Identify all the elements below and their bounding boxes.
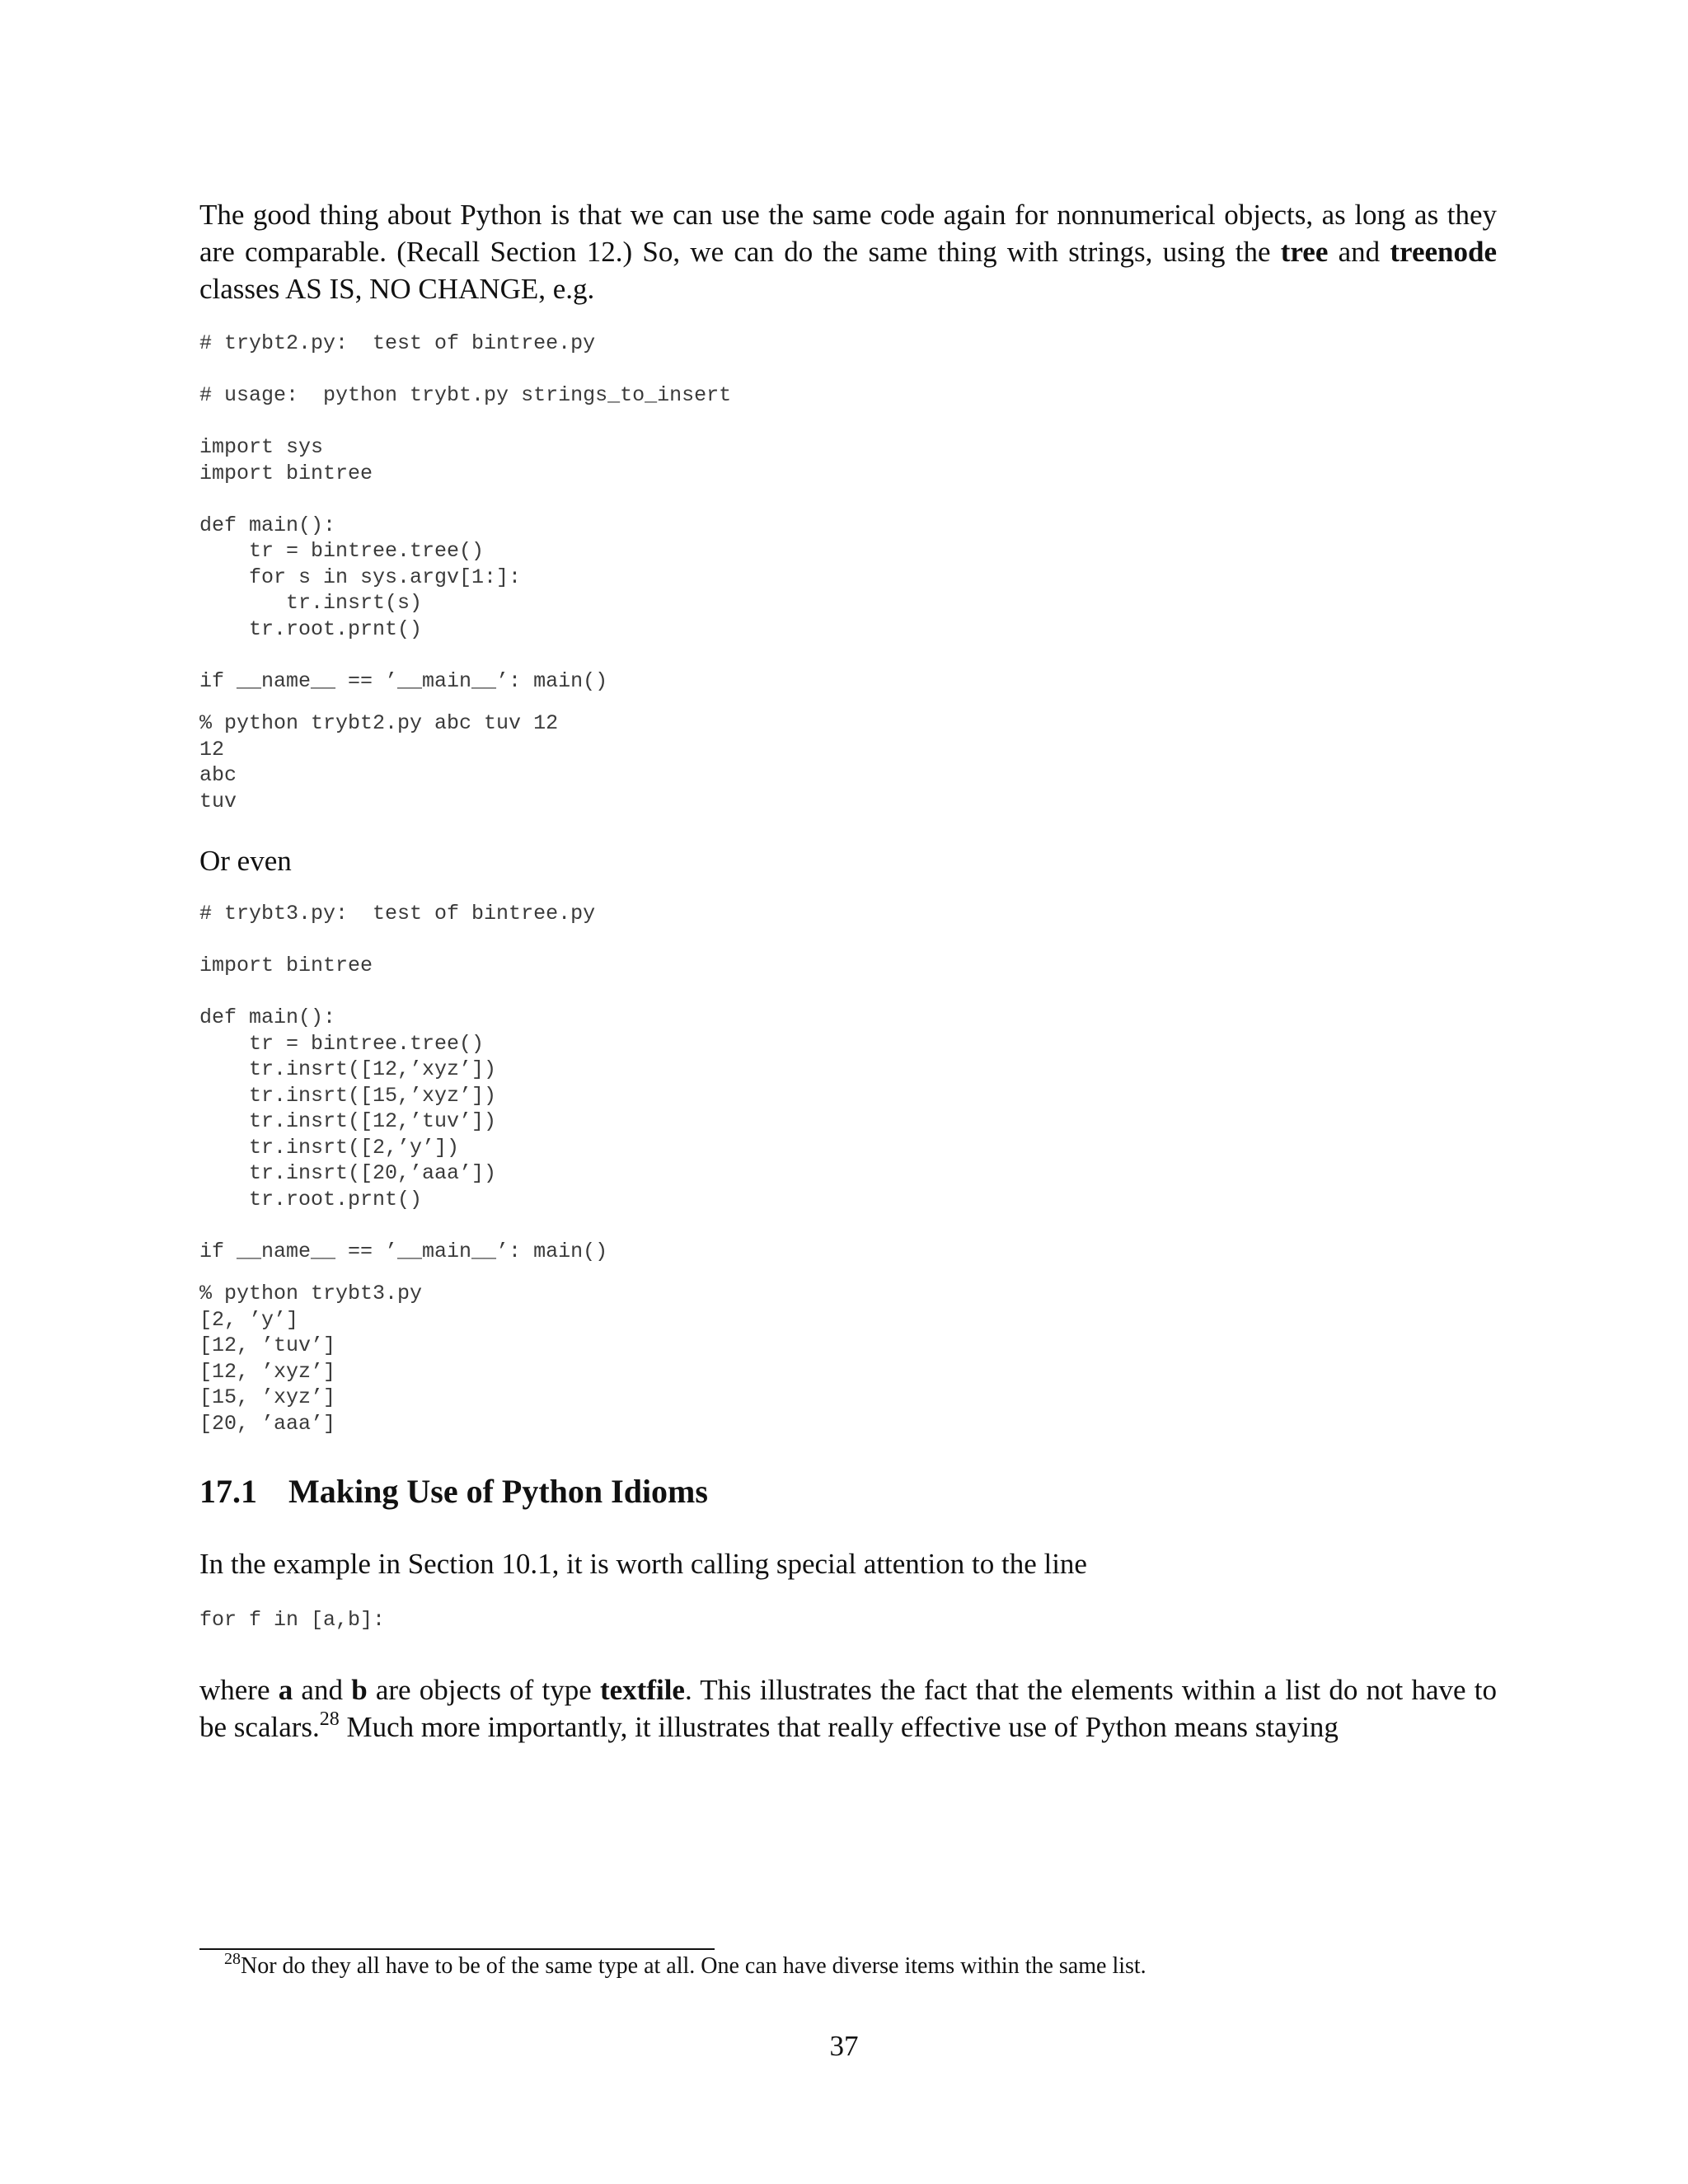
intro-paragraph [199, 196, 1497, 307]
footnote-reference[interactable]: 28 [319, 1708, 340, 1730]
intro-text: classes AS IS, NO CHANGE, e.g. [199, 273, 595, 305]
code-line [199, 1212, 1497, 1239]
code-line [199, 486, 1497, 513]
closing-bold-textfile: textfile [599, 1673, 685, 1706]
section-title: Making Use of Python Idioms [288, 1473, 708, 1510]
code-line [199, 927, 1497, 954]
code-line: # trybt2.py: test of bintree.py [199, 331, 596, 355]
code-line: tr.insrt([12,’tuv’]) [199, 1109, 497, 1133]
code-line: tr.insrt([20,’aaa’]) [199, 1161, 497, 1185]
section-number: 17.1 [199, 1473, 257, 1510]
output-block-trybt2 [199, 710, 1497, 814]
intro-text: The good thing about Python is that we can use the same code again for nonnumerical objects, as long as they are comparable. (Recall Section 12.) So, we can do the same thing with strings, using the [199, 199, 1497, 268]
code-line [199, 642, 1497, 668]
code-block-trybt3 [199, 901, 1497, 1264]
or-even-text: Or even [199, 845, 292, 877]
footnote-text: Nor do they all have to be of the same type at all. One can have diverse items within the same list. [241, 1953, 1146, 1979]
code-line: [15, ’xyz’] [199, 1385, 336, 1409]
closing-paragraph [199, 1671, 1497, 1746]
code-line: tr.root.prnt() [199, 1187, 423, 1212]
code-line: def main(): [199, 513, 336, 537]
code-line: tr.insrt([15,’xyz’]) [199, 1083, 497, 1108]
code-line [199, 979, 1497, 1005]
code-block-trybt2 [199, 330, 1497, 694]
output-block-trybt3 [199, 1281, 1497, 1436]
closing-text: where [199, 1673, 279, 1706]
code-line-for-loop: for f in [a,b]: [199, 1608, 386, 1632]
code-line [199, 409, 1497, 435]
code-line: # usage: python trybt.py strings_to_insert [199, 383, 732, 407]
code-line: tr.insrt([2,’y’]) [199, 1135, 460, 1160]
page-body [199, 196, 1497, 1746]
section-heading [199, 1471, 1497, 1512]
code-line: tr = bintree.tree() [199, 1031, 485, 1056]
code-line: import sys [199, 435, 324, 459]
code-line: def main(): [199, 1005, 336, 1029]
code-line: import bintree [199, 461, 373, 485]
footnote-mark: 28 [224, 1950, 241, 1968]
code-line: tr.insrt([12,’xyz’]) [199, 1057, 497, 1081]
code-line: # trybt3.py: test of bintree.py [199, 902, 596, 926]
code-line: tuv [199, 789, 237, 813]
code-line: tr = bintree.tree() [199, 539, 485, 563]
code-line: % python trybt3.py [199, 1282, 423, 1305]
code-line: tr.insrt(s) [199, 591, 423, 615]
code-line: if __name__ == ’__main__’: main() [199, 668, 608, 693]
code-line: if __name__ == ’__main__’: main() [199, 1239, 608, 1263]
closing-text: . This illustrates the fact that the elements within a list do not have to be scalars. [199, 1673, 1497, 1743]
closing-bold-b: b [351, 1673, 368, 1706]
footnote-rule [199, 1948, 715, 1950]
code-line: 12 [199, 737, 225, 762]
closing-text: are objects of type [367, 1673, 600, 1706]
page-number: 37 [829, 2030, 859, 2062]
intro-text: and [1328, 236, 1390, 268]
code-line: [20, ’aaa’] [199, 1411, 336, 1436]
code-line: abc [199, 763, 237, 787]
code-line: [12, ’xyz’] [199, 1359, 336, 1384]
intro-bold-tree: tree [1280, 236, 1329, 268]
intro-bold-treenode: treenode [1390, 236, 1497, 268]
code-line: import bintree [199, 954, 373, 977]
code-line: % python trybt2.py abc tuv 12 [199, 711, 559, 735]
section-intro-paragraph: In the example in Section 10.1, it is worth calling special attention to the line [199, 1548, 1087, 1580]
closing-bold-a: a [278, 1673, 293, 1706]
closing-text: and [293, 1673, 352, 1706]
footnote [224, 1952, 1493, 1981]
code-line: tr.root.prnt() [199, 616, 423, 641]
code-line: for s in sys.argv[1:]: [199, 565, 522, 589]
closing-text: Much more importantly, it illustrates that really effective use of Python means staying [339, 1710, 1339, 1743]
code-line: [2, ’y’] [199, 1307, 299, 1332]
code-line: [12, ’tuv’] [199, 1333, 336, 1357]
code-line [199, 357, 1497, 383]
